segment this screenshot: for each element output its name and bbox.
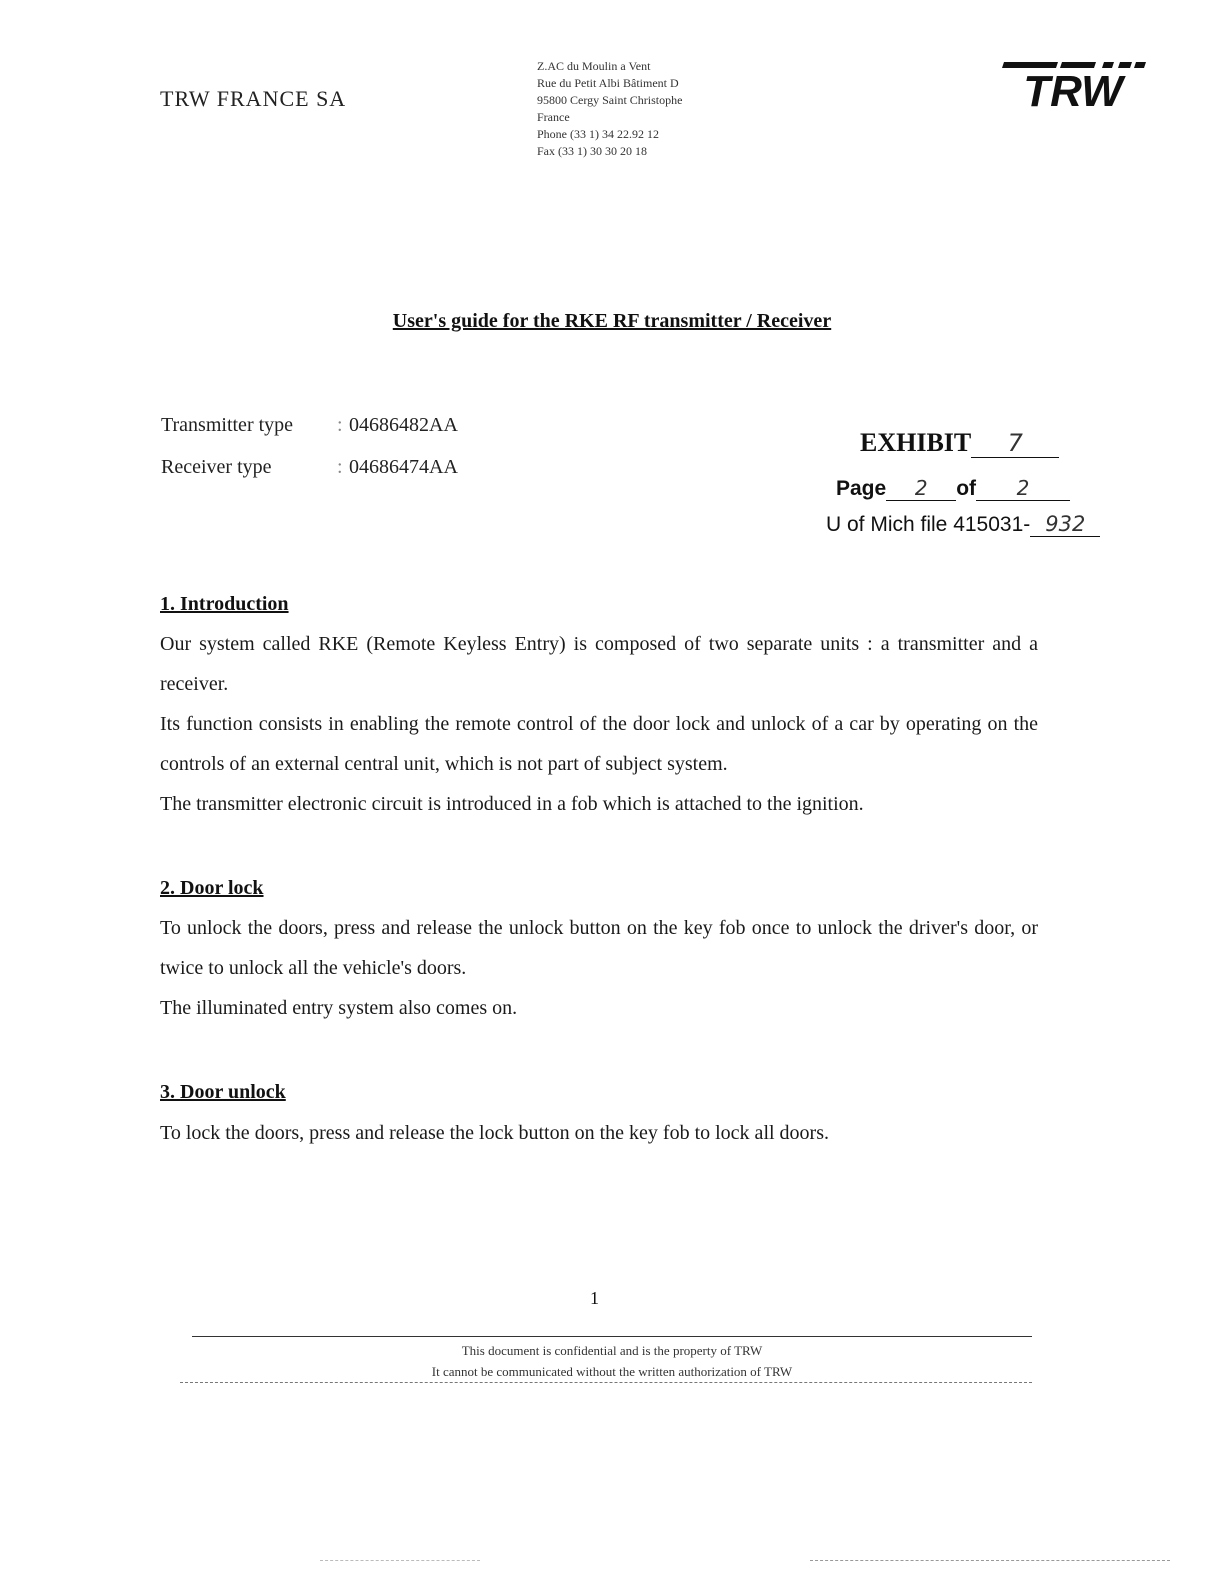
exhibit-label: EXHIBIT: [860, 428, 972, 457]
footer-line: This document is confidential and is the property of TRW: [461, 1343, 763, 1358]
unit-types: [161, 404, 458, 488]
paragraph: The transmitter electronic circuit is introduced in a fob which is attached to the ignition.: [160, 793, 864, 815]
confidentiality-footer: [0, 1340, 1224, 1382]
transmitter-type-row: [161, 404, 458, 446]
separator: :: [337, 414, 343, 436]
paragraph: Its function consists in enabling the remote control of the door lock and unlock of a car by operating on the controls of an external central unit, which is not part of subject system.: [160, 713, 1038, 775]
trw-logo: [1000, 62, 1146, 108]
section-heading-door-lock: 2. Door lock: [160, 877, 264, 899]
section-heading-door-unlock: 3. Door unlock: [160, 1081, 286, 1103]
company-address: [537, 58, 682, 160]
address-line: France: [537, 110, 570, 124]
address-line: Fax (33 1) 30 30 20 18: [537, 144, 647, 158]
file-label: U of Mich file 415031-: [826, 513, 1031, 536]
address-line: Z.AC du Moulin a Vent: [537, 59, 651, 73]
exhibit-file: [826, 512, 1100, 537]
address-line: Rue du Petit Albi Bâtiment D: [537, 76, 679, 90]
logo-text: TRW: [1023, 67, 1123, 108]
section-door-unlock-body: [160, 1113, 1038, 1153]
of-label: of: [956, 477, 977, 500]
section-door-lock-body: [160, 908, 1038, 1028]
page-number: 1: [590, 1288, 599, 1308]
transmitter-type-label: Transmitter type: [161, 414, 294, 436]
footer-top-rule: [192, 1336, 1032, 1337]
exhibit-stamp: [860, 428, 1059, 458]
scan-mark: [320, 1560, 480, 1561]
page-label: Page: [836, 477, 887, 500]
receiver-type-label: Receiver type: [161, 456, 272, 478]
receiver-type-row: [161, 446, 458, 488]
transmitter-type-value: 04686482AA: [349, 414, 458, 436]
page-num-handwritten: 2: [886, 476, 956, 501]
file-number-handwritten: 932: [1030, 512, 1100, 537]
paragraph: Our system called RKE (Remote Keyless Entry) is composed of two separate units : a transmitter and a receiver.: [160, 633, 1038, 695]
paragraph: The illuminated entry system also comes on.: [160, 997, 518, 1019]
company-name: TRW FRANCE SA: [160, 86, 347, 111]
footer-line: It cannot be communicated without the written authorization of TRW: [431, 1364, 793, 1379]
address-line: Phone (33 1) 34 22.92 12: [537, 127, 659, 141]
paragraph: To lock the doors, press and release the lock button on the key fob to lock all doors.: [160, 1122, 829, 1144]
scan-mark: [810, 1560, 1170, 1561]
separator: :: [337, 456, 343, 478]
footer-bottom-rule: [180, 1382, 1032, 1383]
document-title: User's guide for the RKE RF transmitter / Receiver: [392, 310, 832, 332]
exhibit-number: 7: [971, 429, 1059, 458]
section-heading-introduction: 1. Introduction: [160, 593, 289, 615]
section-introduction-body: [160, 624, 1038, 824]
exhibit-page: [836, 476, 1070, 501]
page-total-handwritten: 2: [976, 476, 1070, 501]
address-line: 95800 Cergy Saint Christophe: [537, 93, 683, 107]
paragraph: To unlock the doors, press and release the unlock button on the key fob once to unlock the driver's door, or twice to unlock all the vehicle's doors.: [160, 917, 1038, 979]
receiver-type-value: 04686474AA: [349, 456, 458, 478]
